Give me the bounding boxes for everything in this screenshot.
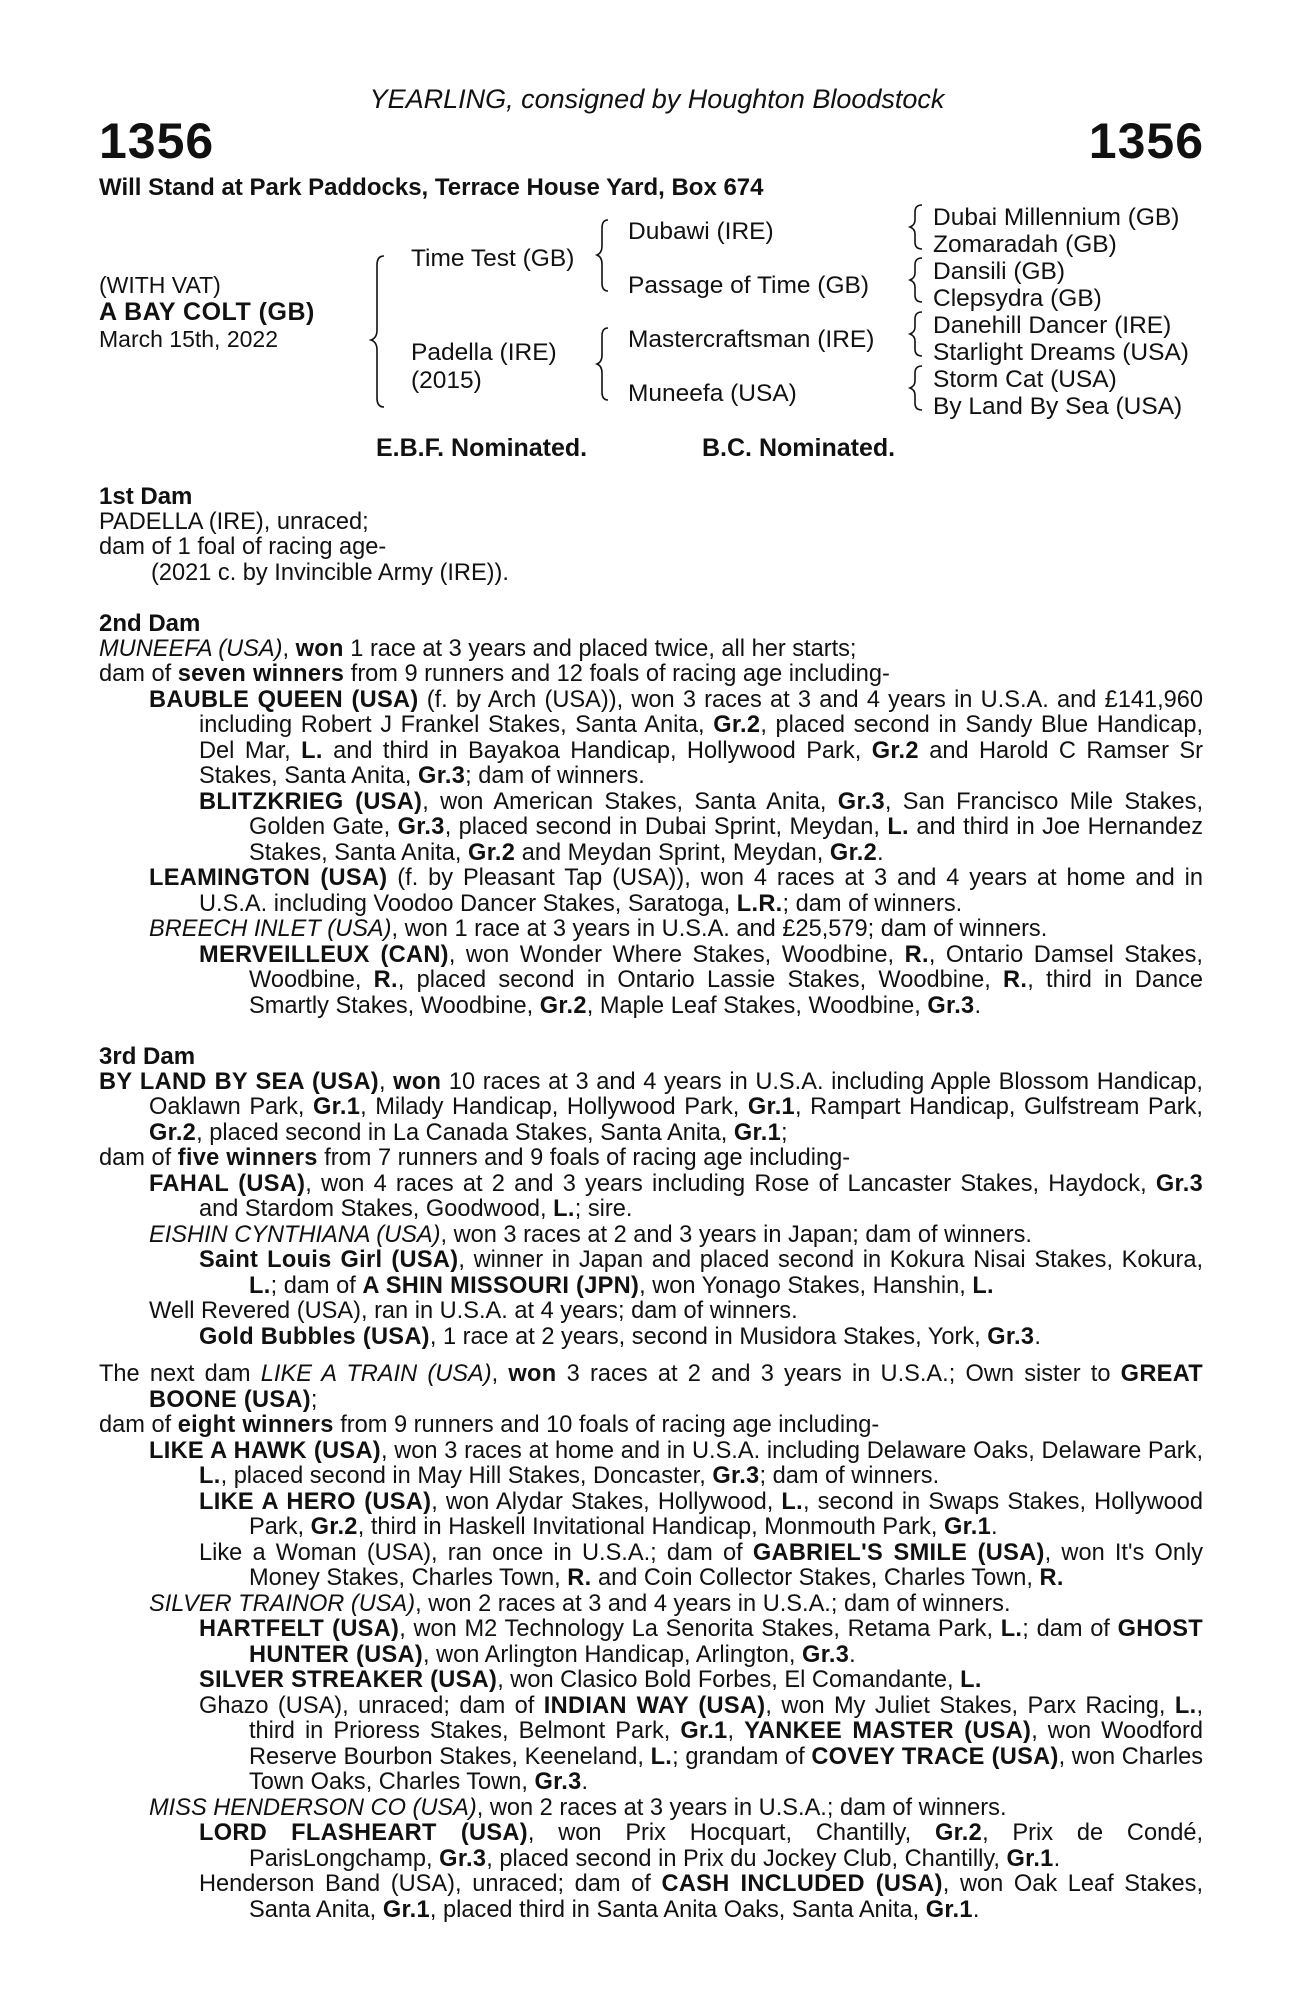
consignor-subtitle: YEARLING, consigned by Houghton Bloodstock <box>369 84 945 114</box>
first-dam-line: PADELLA (IRE), unraced; <box>99 508 369 535</box>
pedigree-dam-sire: Mastercraftsman (IRE) <box>628 326 875 353</box>
ebf-nomination: E.B.F. Nominated. <box>376 434 588 462</box>
lot-number-left: 1356 <box>99 113 215 169</box>
first-dam-line: dam of 1 foal of racing age- <box>99 534 387 560</box>
produce-entry: BLITZKRIEG (USA), won American Stakes, Santa Anita, Gr.3, San Francisco Mile Stakes, Golden Gate, Gr.3, placed second in Dubai Sprint, Meydan, L. and third in Joe Hernandez Stakes, Santa Anita, Gr.2 and Meydan Sprint, Meydan, Gr.2. <box>199 788 1203 866</box>
produce-entry: LIKE A HAWK (USA), won 3 races at home and in U.S.A. including Delaware Oaks, Delaware Park, L., placed second in May Hill Stakes, Doncaster, Gr.3; dam of winners. <box>149 1437 1203 1489</box>
produce-entry: SILVER STREAKER (USA), won Clasico Bold Forbes, El Comandante, L. <box>199 1667 982 1693</box>
next-dam-intro: The next dam LIKE A TRAIN (USA), won 3 races at 2 and 3 years in U.S.A.; Own sister to GREAT BOONE (USA); <box>99 1361 1203 1413</box>
produce-entry: LORD FLASHEART (USA), won Prix Hocquart, Chantilly, Gr.2, Prix de Condé, ParisLongchamp, Gr.3, placed second in Prix du Jockey Club, Chantilly, Gr.1. <box>199 1820 1203 1872</box>
lot-number-right: 1356 <box>1088 113 1204 169</box>
produce-entry: SILVER TRAINOR (USA), won 2 races at 3 and 4 years in U.S.A.; dam of winners. <box>149 1590 1011 1617</box>
pedigree-dsd: Starlight Dreams (USA) <box>933 339 1189 366</box>
second-dam-produce: dam of seven winners from 9 runners and 12 foals of racing age including- <box>99 661 890 687</box>
produce-entry: MERVEILLEUX (CAN), won Wonder Where Stakes, Woodbine, R., Ontario Damsel Stakes, Woodbine, R., placed second in Ontario Lassie Stakes, Woodbine, R., third in Dance Smartly Stakes, Woodbine, Gr.2, Maple Leaf Stakes, Woodbine, Gr.3. <box>199 941 1203 1019</box>
stable-location: Will Stand at Park Paddocks, Terrace House Yard, Box 674 <box>99 174 764 201</box>
produce-entry: EISHIN CYNTHIANA (USA), won 3 races at 2 and 3 years in Japan; dam of winners. <box>149 1221 1032 1248</box>
pedigree-sire-sire: Dubawi (IRE) <box>628 218 774 245</box>
second-dam-heading: 2nd Dam <box>99 610 201 637</box>
produce-entry: Henderson Band (USA), unraced; dam of CASH INCLUDED (USA), won Oak Leaf Stakes, Santa Anita, Gr.1, placed third in Santa Anita Oaks, Santa Anita, Gr.1. <box>199 1871 1203 1923</box>
next-dam-produce: dam of eight winners from 9 runners and 10 foals of racing age including- <box>99 1412 880 1438</box>
produce-entry: Like a Woman (USA), ran once in U.S.A.; dam of GABRIEL'S SMILE (USA), won It's Only Money Stakes, Charles Town, R. and Coin Collector Stakes, Charles Town, R. <box>199 1539 1203 1591</box>
produce-entry: Ghazo (USA), unraced; dam of INDIAN WAY (USA), won My Juliet Stakes, Parx Racing, L., third in Prioress Stakes, Belmont Park, Gr.1, YANKEE MASTER (USA), won Woodford Reserve Bourbon Stakes, Keeneland, L.; grandam of COVEY TRACE (USA), won Charles Town Oaks, Charles Town, Gr.3. <box>199 1692 1203 1795</box>
produce-entry: FAHAL (USA), won 4 races at 2 and 3 years including Rose of Lancaster Stakes, Haydock, Gr.3 and Stardom Stakes, Goodwood, L.; sire. <box>149 1170 1203 1222</box>
pedigree-sss: Dubai Millennium (GB) <box>933 204 1180 231</box>
pedigree-dds: Storm Cat (USA) <box>933 366 1117 393</box>
pedigree-ssd: Zomaradah (GB) <box>933 231 1117 258</box>
first-dam-line: (2021 c. by Invincible Army (IRE)). <box>151 559 509 586</box>
produce-entry: BAUBLE QUEEN (USA) (f. by Arch (USA)), won 3 races at 3 and 4 years in U.S.A. and £141,960 including Robert J Frankel Stakes, Santa Anita, Gr.2, placed second in Sandy Blue Handicap, Del Mar, L. and third in Bayakoa Handicap, Hollywood Park, Gr.2 and Harold C Ramser Sr Stakes, Santa Anita, Gr.3; dam of winners. <box>149 686 1203 789</box>
produce-entry: LEAMINGTON (USA) (f. by Pleasant Tap (USA)), won 4 races at 3 and 4 years at home and in U.S.A. including Voodoo Dancer Stakes, Saratoga, L.R.; dam of winners. <box>149 865 1203 917</box>
pedigree-dam: Padella (IRE) <box>411 339 557 366</box>
produce-entry: BREECH INLET (USA), won 1 race at 3 years in U.S.A. and £25,579; dam of winners. <box>149 916 1048 942</box>
second-dam-intro: MUNEEFA (USA), won 1 race at 3 years and placed twice, all her starts; <box>99 635 857 662</box>
pedigree-dss: Danehill Dancer (IRE) <box>933 312 1172 339</box>
horse-name: A BAY COLT (GB) <box>99 298 315 326</box>
pedigree-ddd: By Land By Sea (USA) <box>933 393 1183 420</box>
vat-note: (WITH VAT) <box>99 272 221 298</box>
pedigree-sire: Time Test (GB) <box>411 245 575 272</box>
produce-entry: Saint Louis Girl (USA), winner in Japan and placed second in Kokura Nisai Stakes, Kokura, L.; dam of A SHIN MISSOURI (JPN), won Yonago Stakes, Hanshin, L. <box>199 1247 1203 1299</box>
produce-entry: MISS HENDERSON CO (USA), won 2 races at 3 years in U.S.A.; dam of winners. <box>149 1794 1007 1821</box>
bc-nomination: B.C. Nominated. <box>702 434 896 462</box>
third-dam-produce: dam of five winners from 7 runners and 9 foals of racing age including- <box>99 1145 851 1171</box>
first-dam-heading: 1st Dam <box>99 483 193 510</box>
third-dam-intro: BY LAND BY SEA (USA), won 10 races at 3 and 4 years in U.S.A. including Apple Blossom Handicap, Oaklawn Park, Gr.1, Milady Handicap, Hollywood Park, Gr.1, Rampart Handicap, Gulfstream Park, Gr.2, placed second in La Canada Stakes, Santa Anita, Gr.1; <box>99 1068 1203 1146</box>
produce-entry: Gold Bubbles (USA), 1 race at 2 years, second in Musidora Stakes, York, Gr.3. <box>199 1323 1041 1350</box>
foaling-date: March 15th, 2022 <box>99 326 279 352</box>
produce-record <box>99 484 1203 1923</box>
produce-entry: Well Revered (USA), ran in U.S.A. at 4 years; dam of winners. <box>149 1298 798 1324</box>
pedigree-sds: Dansili (GB) <box>933 258 1066 285</box>
produce-entry: HARTFELT (USA), won M2 Technology La Senorita Stakes, Retama Park, L.; dam of GHOST HUNTER (USA), won Arlington Handicap, Arlington, Gr.3. <box>199 1616 1203 1668</box>
pedigree-sdd: Clepsydra (GB) <box>933 285 1102 312</box>
pedigree-dam-dam: Muneefa (USA) <box>628 380 797 407</box>
produce-entry: LIKE A HERO (USA), won Alydar Stakes, Hollywood, L., second in Swaps Stakes, Hollywood Park, Gr.2, third in Haskell Invitational Handicap, Monmouth Park, Gr.1. <box>199 1488 1203 1540</box>
third-dam-heading: 3rd Dam <box>99 1043 196 1070</box>
pedigree-dam-year: (2015) <box>411 367 482 394</box>
pedigree-sire-dam: Passage of Time (GB) <box>628 272 870 299</box>
